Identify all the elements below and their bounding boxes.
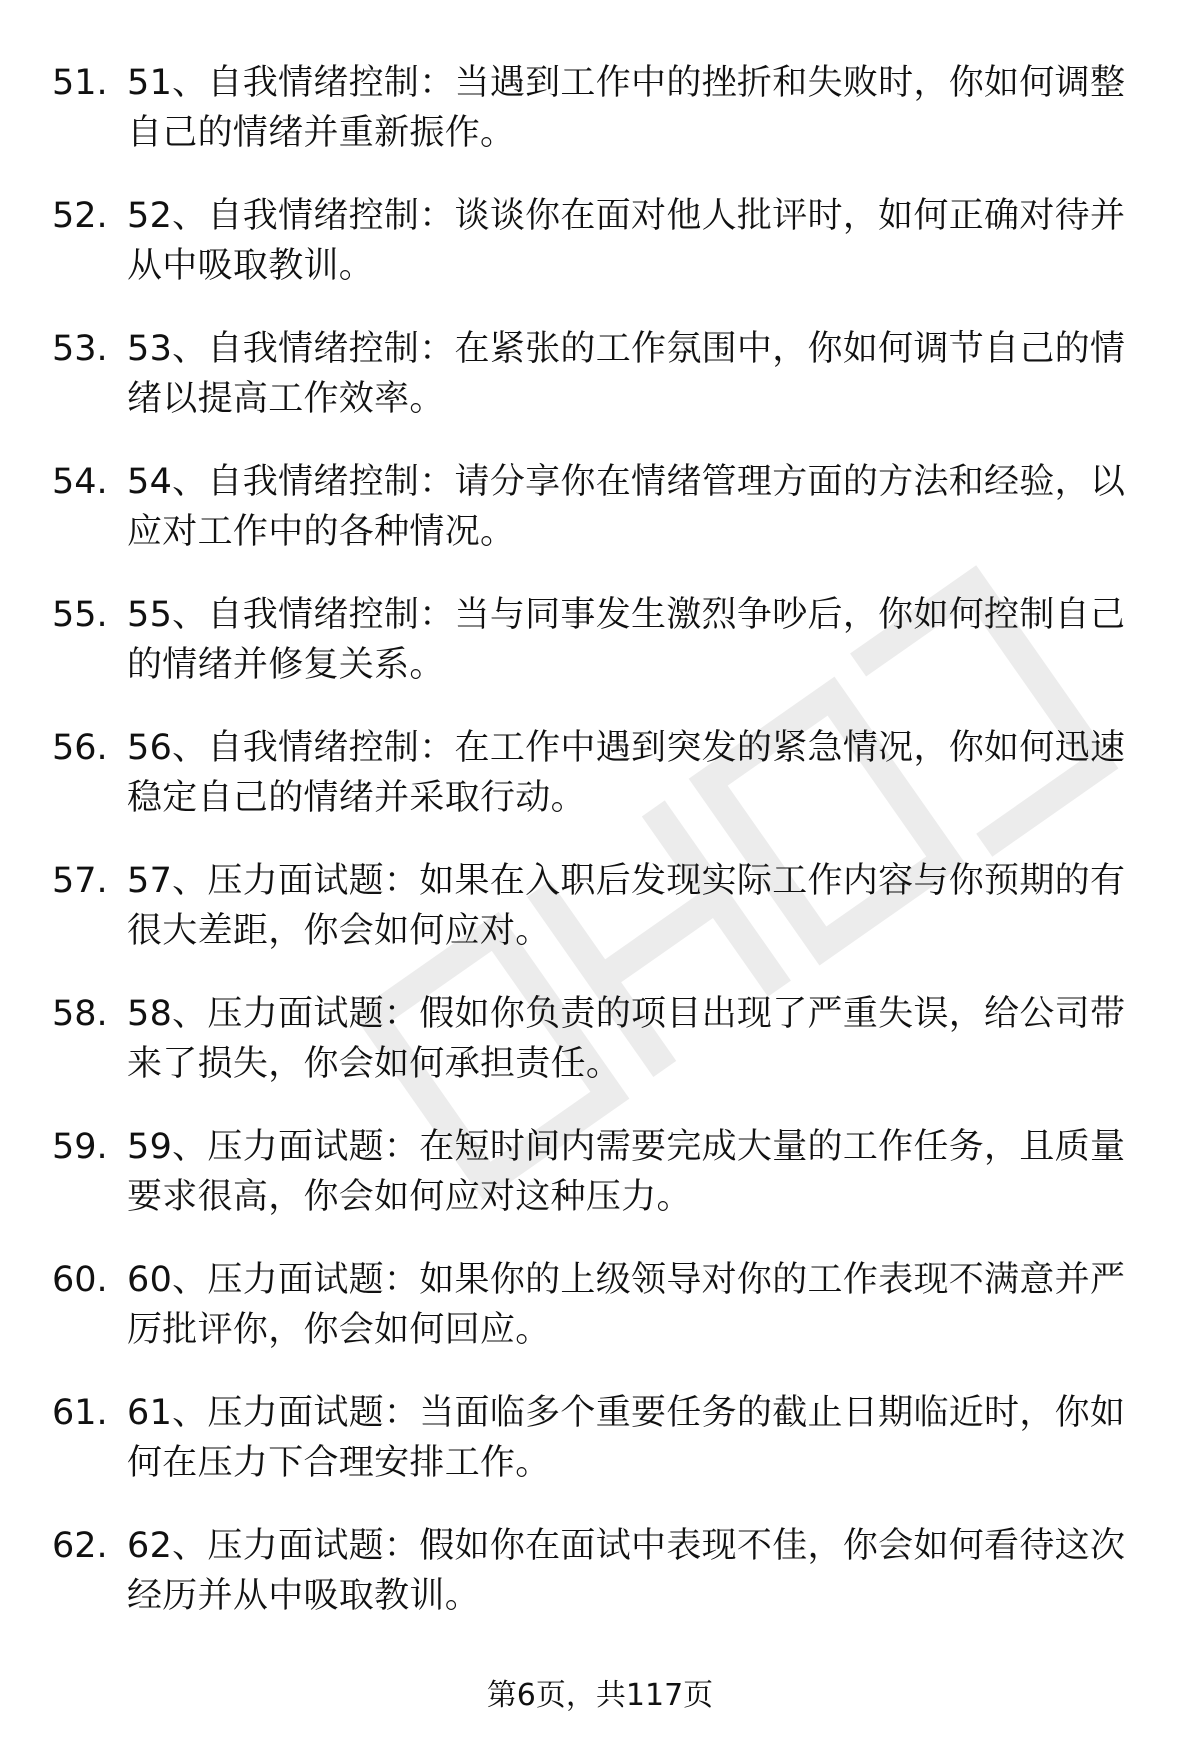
- item-number: 53.: [52, 329, 108, 369]
- item-number: 54.: [52, 462, 108, 502]
- item-number: 52.: [52, 196, 108, 236]
- item-text: 57、压力面试题：如果在入职后发现实际工作内容与你预期的有很大差距，你会如何应对。: [127, 861, 1126, 951]
- list-item: [52, 324, 1152, 424]
- question-list: [52, 58, 1152, 1654]
- item-text: 56、自我情绪控制：在工作中遇到突发的紧急情况，你如何迅速稳定自己的情绪并采取行动。: [127, 728, 1126, 818]
- item-text: 59、压力面试题：在短时间内需要完成大量的工作任务，且质量要求很高，你会如何应对这种压力。: [127, 1127, 1126, 1217]
- item-number: 62.: [52, 1526, 108, 1566]
- item-number: 58.: [52, 994, 108, 1034]
- list-item: [52, 723, 1152, 823]
- item-number: 57.: [52, 861, 108, 901]
- list-item: [52, 1255, 1152, 1355]
- list-item: [52, 590, 1152, 690]
- item-text: 54、自我情绪控制：请分享你在情绪管理方面的方法和经验，以应对工作中的各种情况。: [127, 462, 1126, 552]
- item-number: 56.: [52, 728, 108, 768]
- item-number: 51.: [52, 63, 108, 103]
- item-number: 60.: [52, 1260, 108, 1300]
- list-item: [52, 989, 1152, 1089]
- list-item: [52, 1388, 1152, 1488]
- item-number: 61.: [52, 1393, 108, 1433]
- item-text: 62、压力面试题：假如你在面试中表现不佳，你会如何看待这次经历并从中吸取教训。: [127, 1526, 1126, 1616]
- list-item: [52, 457, 1152, 557]
- list-item: [52, 191, 1152, 291]
- item-text: 53、自我情绪控制：在紧张的工作氛围中，你如何调节自己的情绪以提高工作效率。: [127, 329, 1126, 419]
- item-text: 51、自我情绪控制：当遇到工作中的挫折和失败时，你如何调整自己的情绪并重新振作。: [127, 63, 1126, 153]
- item-number: 55.: [52, 595, 108, 635]
- item-text: 61、压力面试题：当面临多个重要任务的截止日期临近时，你如何在压力下合理安排工作。: [127, 1393, 1126, 1483]
- item-text: 60、压力面试题：如果你的上级领导对你的工作表现不满意并严厉批评你，你会如何回应。: [127, 1260, 1126, 1350]
- item-text: 52、自我情绪控制：谈谈你在面对他人批评时，如何正确对待并从中吸取教训。: [127, 196, 1126, 286]
- list-item: [52, 856, 1152, 956]
- list-item: [52, 1122, 1152, 1222]
- item-number: 59.: [52, 1127, 108, 1167]
- item-text: 55、自我情绪控制：当与同事发生激烈争吵后，你如何控制自己的情绪并修复关系。: [127, 595, 1126, 685]
- list-item: [52, 58, 1152, 158]
- item-text: 58、压力面试题：假如你负责的项目出现了严重失误，给公司带来了损失，你会如何承担责任。: [127, 994, 1126, 1084]
- list-item: [52, 1521, 1152, 1621]
- page-footer: 第6页，共117页: [486, 1678, 714, 1713]
